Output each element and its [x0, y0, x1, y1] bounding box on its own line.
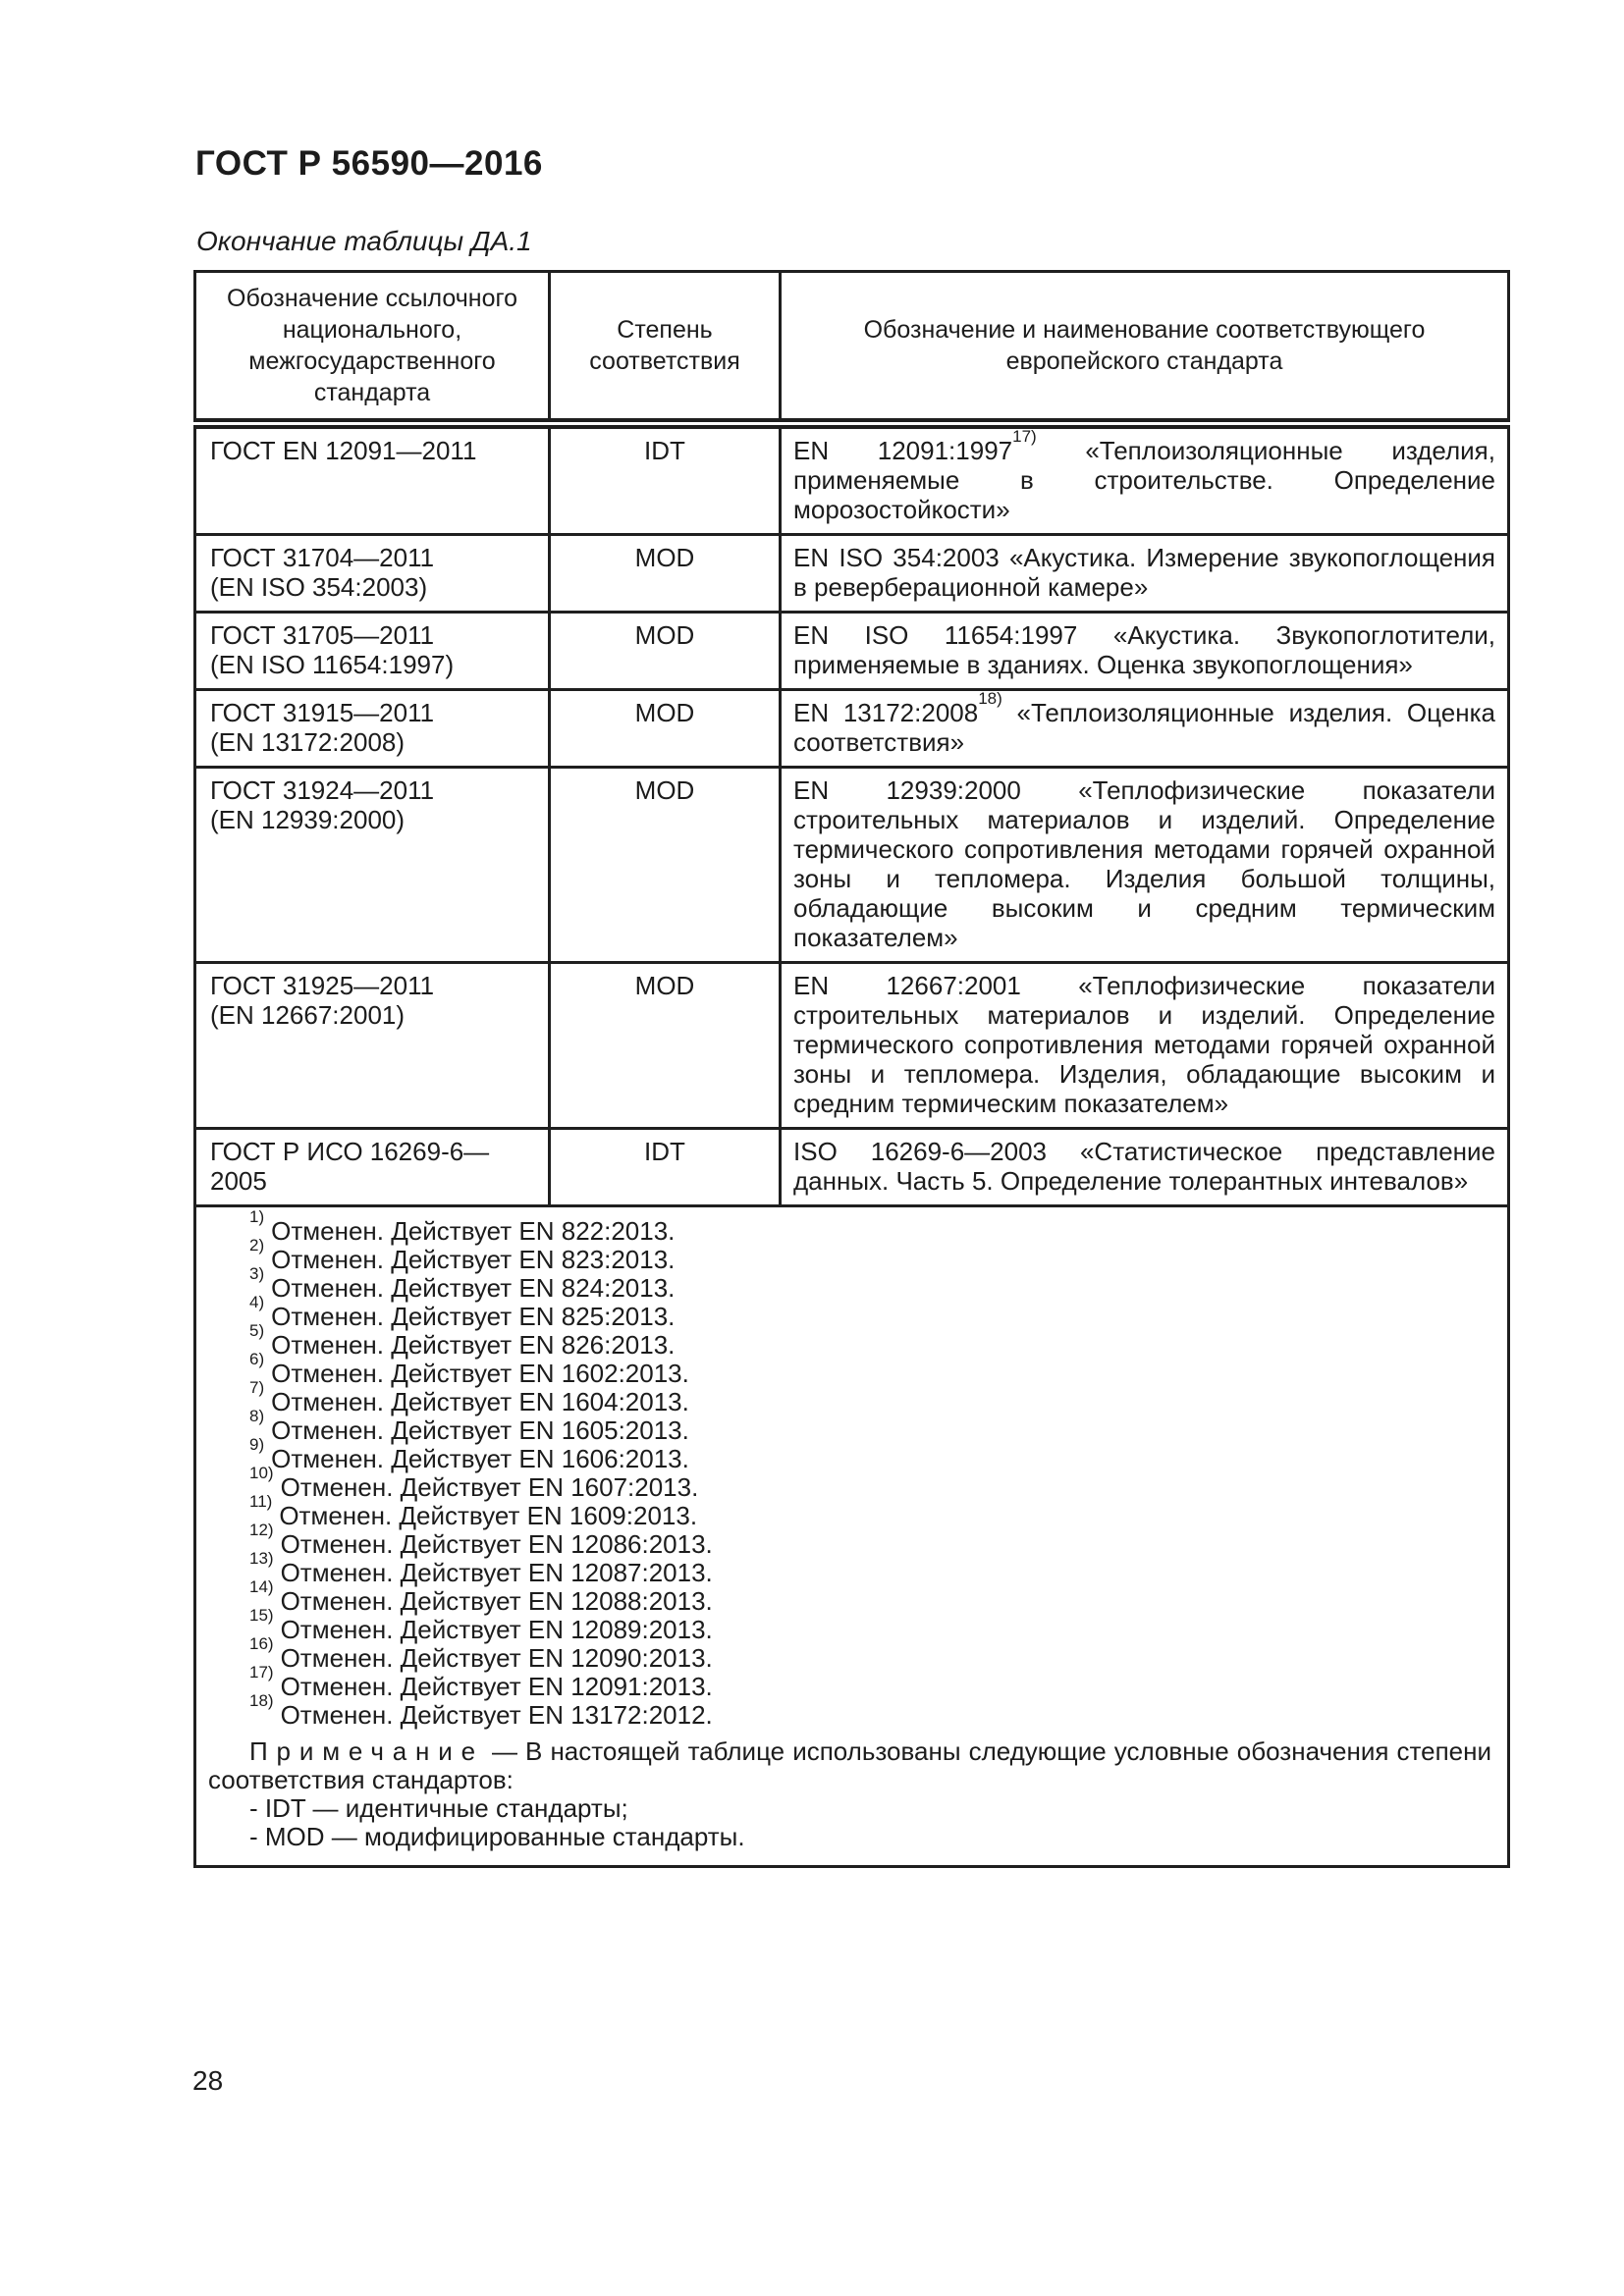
national-standard-code: ГОСТ 31704—2011: [210, 543, 435, 572]
footnote-marker: 7): [249, 1377, 265, 1397]
national-standard-code: ГОСТ Р ИСО 16269-6—2005: [210, 1137, 490, 1196]
national-standard-ref: (EN 12667:2001): [210, 1000, 406, 1030]
footnote: $^{12)}$ Отменен. Действует EN 12086:2013.: [249, 1520, 713, 1559]
footnote-marker: 18): [249, 1690, 274, 1710]
european-standard-description: EN 12939:2000 «Теплофизические показатели строительных материалов и изделий. Определение термического сопротивления методами горячей охранной зоны и тепломера. Изделия большой толщины, обладающие высоким и средним термическим показателем»: [781, 768, 1509, 963]
footnotes-block: [195, 1206, 1509, 1867]
footnote-marker: 6): [249, 1349, 265, 1368]
footnote-marker: 9): [249, 1434, 265, 1454]
footnote-marker: 12): [249, 1520, 274, 1539]
national-standard-code: ГОСТ 31705—2011: [210, 620, 435, 650]
table-row: [195, 963, 1509, 1129]
footnote-marker: 2): [249, 1235, 265, 1255]
column-header-national-standard: Обозначение ссылочного национального, межгосударственного стандарта: [195, 272, 550, 424]
footnote: $^{1)}$ Отменен. Действует EN 822:2013.: [249, 1206, 676, 1246]
footnote: $^{15)}$ Отменен. Действует EN 12089:2013.: [249, 1605, 713, 1644]
degree-value: MOD: [550, 768, 781, 963]
table-row: [195, 690, 1509, 768]
footnote: $^{8)}$ Отменен. Действует EN 1605:2013.: [249, 1406, 689, 1445]
national-standard-code: ГОСТ 31925—2011: [210, 971, 435, 1000]
footnote: $^{7)}$ Отменен. Действует EN 1604:2013.: [249, 1377, 689, 1416]
column-header-european-standard: Обозначение и наименование соответствующего европейского стандарта: [781, 272, 1509, 424]
footnote: $^{11)}$ Отменен. Действует EN 1609:2013.: [249, 1491, 698, 1530]
footnote: $^{10)}$ Отменен. Действует EN 1607:2013.: [249, 1463, 699, 1502]
footnote: $^{17)}$ Отменен. Действует EN 12091:2013.: [249, 1662, 713, 1701]
european-standard-description: EN ISO 11654:1997 «Акустика. Звукопоглотители, применяемые в зданиях. Оценка звукопоглощения»: [781, 613, 1509, 690]
footnote-ref: 17): [1012, 426, 1037, 446]
national-standard-ref: (EN 12939:2000): [210, 805, 406, 834]
table-row: [195, 424, 1509, 535]
table-note: [208, 1737, 1491, 1794]
degree-value: MOD: [550, 690, 781, 768]
footnotes-row: [195, 1206, 1509, 1867]
footnote-marker: 1): [249, 1206, 265, 1226]
footnote-marker: 10): [249, 1463, 274, 1482]
column-header-degree: Степень соответствия: [550, 272, 781, 424]
table-header-row: [195, 272, 1509, 424]
footnote: $^{14)}$ Отменен. Действует EN 12088:2013.: [249, 1576, 713, 1616]
footnote-marker: 11): [249, 1491, 273, 1511]
footnote-marker: 4): [249, 1292, 265, 1311]
note-item: - MOD — модифицированные стандарты.: [249, 1822, 745, 1851]
degree-value: MOD: [550, 535, 781, 613]
footnote-marker: 17): [249, 1662, 274, 1682]
degree-value: MOD: [550, 963, 781, 1129]
national-standard-code: ГОСТ 31915—2011: [210, 698, 435, 727]
national-standard-ref: (EN ISO 354:2003): [210, 572, 428, 602]
footnote-marker: 16): [249, 1633, 274, 1653]
footnote: $^{16)}$ Отменен. Действует EN 12090:2013.: [249, 1633, 713, 1673]
table-row: [195, 535, 1509, 613]
european-standard-description: ISO 16269-6—2003 «Статистическое представление данных. Часть 5. Определение толерантных интевалов»: [781, 1129, 1509, 1206]
table-row: [195, 1129, 1509, 1206]
degree-value: IDT: [550, 1129, 781, 1206]
european-standard-description: EN 13172:2008$^{18)}$ «Теплоизоляционные изделия. Оценка соответствия»: [781, 690, 1509, 768]
degree-value: IDT: [550, 424, 781, 535]
footnote-ref: 18): [978, 688, 1002, 708]
national-standard-code: ГОСТ EN 12091—2011: [210, 436, 477, 465]
european-standard-description: EN ISO 354:2003 «Акустика. Измерение звукопоглощения в реверберационной камере»: [781, 535, 1509, 613]
footnote: $^{6)}$ Отменен. Действует EN 1602:2013.: [249, 1349, 689, 1388]
footnote-marker: 3): [249, 1263, 265, 1283]
national-standard-code: ГОСТ 31924—2011: [210, 775, 435, 805]
table-row: [195, 768, 1509, 963]
footnote: $^{18)}$ Отменен. Действует EN 13172:2012.: [249, 1690, 713, 1730]
footnote: $^{2)}$ Отменен. Действует EN 823:2013.: [249, 1235, 676, 1274]
national-standard-ref: (EN 13172:2008): [210, 727, 406, 757]
footnote: $^{4)}$ Отменен. Действует EN 825:2013.: [249, 1292, 676, 1331]
note-label: Примечание: [249, 1736, 484, 1766]
footnote-marker: 5): [249, 1320, 265, 1340]
footnote-marker: 15): [249, 1605, 274, 1625]
footnote: $^{9)}$ Отменен. Действует EN 1606:2013.: [249, 1434, 689, 1473]
footnote-marker: 13): [249, 1548, 274, 1568]
footnote-marker: 8): [249, 1406, 265, 1425]
footnote: $^{3)}$ Отменен. Действует EN 824:2013.: [249, 1263, 676, 1303]
note-text: — В настоящей таблице использованы следующие условные обозначения степени соответствия стандартов:: [208, 1736, 1491, 1794]
european-standard-description: EN 12091:1997$^{17)}$ «Теплоизоляционные изделия, применяемые в строительстве. Определение морозостойкости»: [781, 424, 1509, 535]
page-title: ГОСТ Р 56590—2016: [195, 144, 543, 183]
european-standard-description: EN 12667:2001 «Теплофизические показатели строительных материалов и изделий. Определение термического сопротивления методами горячей охранной зоны и тепломера. Изделия, обладающие высоким и средним термическим показателем»: [781, 963, 1509, 1129]
footnote-marker: 14): [249, 1576, 274, 1596]
table-caption: Окончание таблицы ДА.1: [196, 226, 532, 256]
page-number: 28: [192, 2065, 224, 2096]
footnote: $^{5)}$ Отменен. Действует EN 826:2013.: [249, 1320, 676, 1360]
note-item: - IDT — идентичные стандарты;: [249, 1793, 628, 1823]
table-row: [195, 613, 1509, 690]
national-standard-ref: (EN ISO 11654:1997): [210, 650, 455, 679]
footnote: $^{13)}$ Отменен. Действует EN 12087:2013.: [249, 1548, 713, 1587]
degree-value: MOD: [550, 613, 781, 690]
correspondence-table: [193, 270, 1510, 1868]
